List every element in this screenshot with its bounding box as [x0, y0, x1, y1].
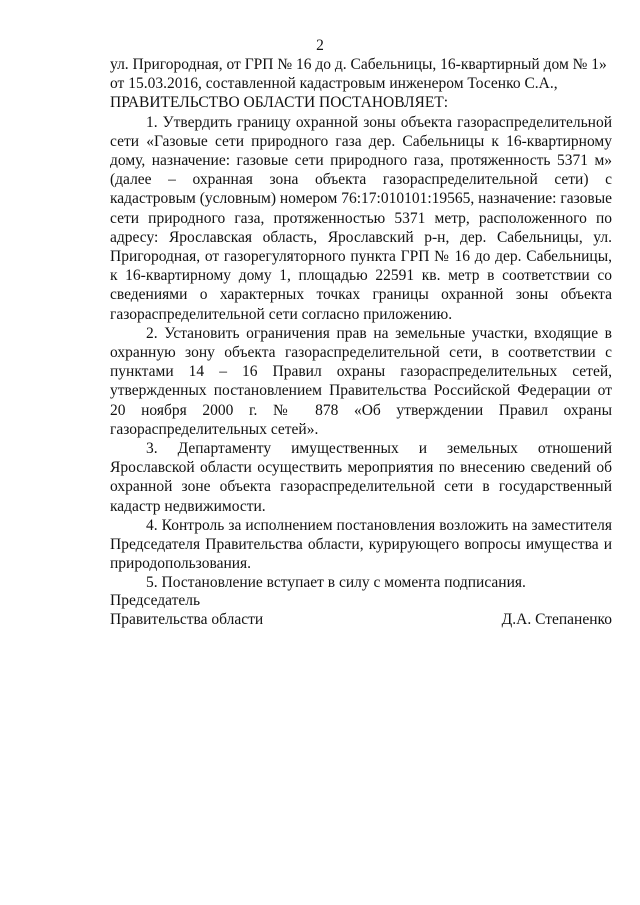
signatory-organization: Правительства области	[110, 611, 264, 629]
clause-3: 3. Департаменту имущественных и земельных отношений Ярославской области осуществить мероприятия по внесению сведений об охранной зоне объекта газораспределительной сети в государственный кадастр недвижимости.	[110, 440, 612, 515]
resolution-heading: ПРАВИТЕЛЬСТВО ОБЛАСТИ ПОСТАНОВЛЯЕТ:	[110, 94, 449, 112]
document-body	[110, 55, 612, 593]
intro-line: от 15.03.2016, составленной кадастровым инженером Тосенко С.А.,	[110, 75, 558, 93]
clause-5: 5. Постановление вступает в силу с момента подписания.	[146, 574, 526, 592]
signature-title-row-2	[110, 610, 612, 629]
signature-title-row-1	[110, 591, 612, 610]
page-number: 2	[316, 37, 324, 54]
clause-2: 2. Установить ограничения прав на земельные участки, входящие в охранную зону объекта газораспределительной сети, в соответствии с пунктами 14 – 16 Правил охраны газораспределительных сетей, утвержденных постановлением Правительства Российской Федерации от 20 ноября 2000 г. № 878 «Об утверждении Правил охраны газораспределительных сетей».	[110, 324, 612, 438]
signature-block	[110, 591, 612, 629]
clause-4: 4. Контроль за исполнением постановления возложить на заместителя Председателя Правительства области, курирующего вопросы имущества и природопользования.	[110, 516, 612, 573]
signatory-title: Председатель	[110, 592, 201, 609]
intro-line: ул. Пригородная, от ГРП № 16 до д. Сабельницы, 16-квартирный дом № 1»	[110, 56, 607, 73]
clause-1: 1. Утвердить границу охранной зоны объекта газораспределительной сети «Газовые сети природного газа дер. Сабельницы к 16-квартирному дому, назначение: газовые сети природного газа, протяженность 5371 м» (далее – охранная зона объекта газораспределительной сети) с кадастровым (условным) номером 76:17:010101:19565, назначение: газовые сети природного газа, протяженностью 5371 метр, расположенного по адресу: Ярославская область, Ярославский р-н, дер. Сабельницы, ул. Пригородная, от газорегуляторного пункта ГРП № 16 до дер. Сабельницы, к 16-квартирному дому 1, площадью 22591 кв. метр в соответствии со сведениями о характерных точках границы охранной зоны объекта газораспределительной сети согласно приложению.	[110, 113, 612, 323]
signatory-name: Д.А. Степаненко	[501, 611, 612, 629]
